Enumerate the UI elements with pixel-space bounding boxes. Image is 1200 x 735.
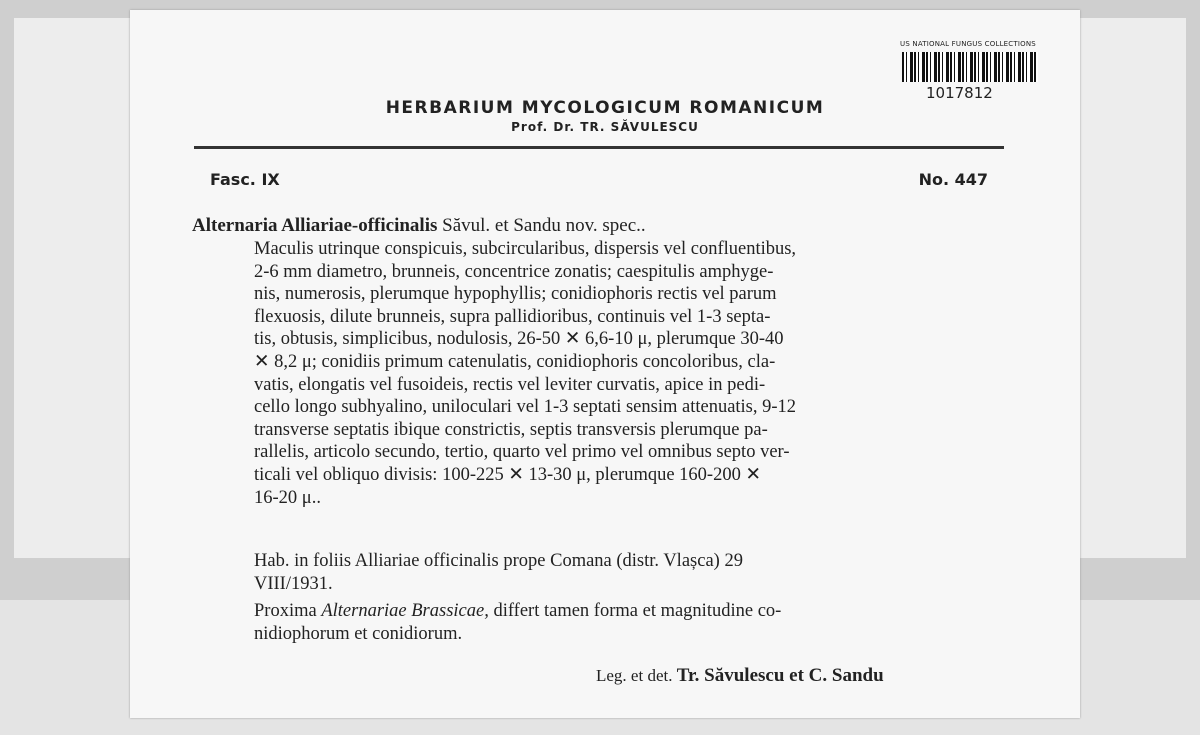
specimen-number: No. 447 xyxy=(918,170,988,189)
habitat xyxy=(254,550,1019,595)
collector-names: Tr. Săvulescu et C. Sandu xyxy=(676,665,884,686)
description-line: 2-6 mm diametro, brunneis, concentrice zonatis; caespitulis amphyge- xyxy=(254,261,774,282)
proxima-line xyxy=(254,600,1019,623)
description-line: cello longo subhyalino, uniloculari vel 1-3 septati sensim attenuatis, 9-12 xyxy=(254,397,797,418)
description-line: ✕ 8,2 μ; conidiis primum catenulatis, conidiophoris concoloribus, cla- xyxy=(254,351,776,372)
herbarium-professor: Prof. Dr. TR. SĂVULESCU xyxy=(511,120,699,134)
collector-prefix: Leg. et det. xyxy=(596,666,673,685)
habitat-line: VIII/1931. xyxy=(254,573,333,594)
barcode-number: 1017812 xyxy=(926,84,993,102)
proxima-note xyxy=(254,600,1019,645)
proxima-species: Alternariae Brassicae, xyxy=(321,601,489,621)
species-authority: Săvul. et Sandu nov. spec.. xyxy=(442,215,646,236)
barcode-organization: US NATIONAL FUNGUS COLLECTIONS xyxy=(900,40,1036,48)
proxima-prefix: Proxima xyxy=(254,601,317,621)
barcode-icon xyxy=(902,52,1038,82)
species-name: Alternaria Alliariae-officinalis xyxy=(192,215,438,236)
habitat-line: Hab. in foliis Alliariae officinalis prope Comana (distr. Vlașca) 29 xyxy=(254,551,743,571)
description-line: tis, obtusis, simplicibus, nodulosis, 26-50 ✕ 6,6-10 μ, plerumque 30-40 xyxy=(254,329,784,350)
description-line: Maculis utrinque conspicuis, subcircularibus, dispersis vel confluentibus, xyxy=(254,239,797,259)
proxima-rest: differt tamen forma et magnitudine co- xyxy=(493,601,782,621)
description-line: 16-20 μ.. xyxy=(254,487,321,508)
specimen-label xyxy=(130,10,1080,718)
header-divider xyxy=(194,146,1004,149)
description-line: ticali vel obliquo divisis: 100-225 ✕ 13-30 μ, plerumque 160-200 ✕ xyxy=(254,464,761,485)
description-line: rallelis, articolo secundo, tertio, quarto vel primo vel omnibus septo ver- xyxy=(254,442,790,463)
fascicle-label: Fasc. IX xyxy=(210,170,280,189)
proxima-line-2: nidiophorum et conidiorum. xyxy=(254,623,463,644)
description-line: flexuosis, dilute brunneis, supra pallidioribus, continuis vel 1-3 septa- xyxy=(254,306,771,327)
collector-line xyxy=(596,665,884,687)
description xyxy=(254,238,1019,509)
description-line: nis, numerosis, plerumque hypophyllis; conidiophoris rectis vel parum xyxy=(254,284,777,305)
species-line xyxy=(192,215,646,237)
barcode-area xyxy=(898,40,1042,104)
description-line: vatis, elongatis vel fusoideis, rectis vel leviter curvatis, apice in pedi- xyxy=(254,374,766,395)
description-line: transverse septatis ibique constrictis, septis transversis plerumque pa- xyxy=(254,419,768,440)
herbarium-title: HERBARIUM MYCOLOGICUM ROMANICUM xyxy=(385,98,825,118)
